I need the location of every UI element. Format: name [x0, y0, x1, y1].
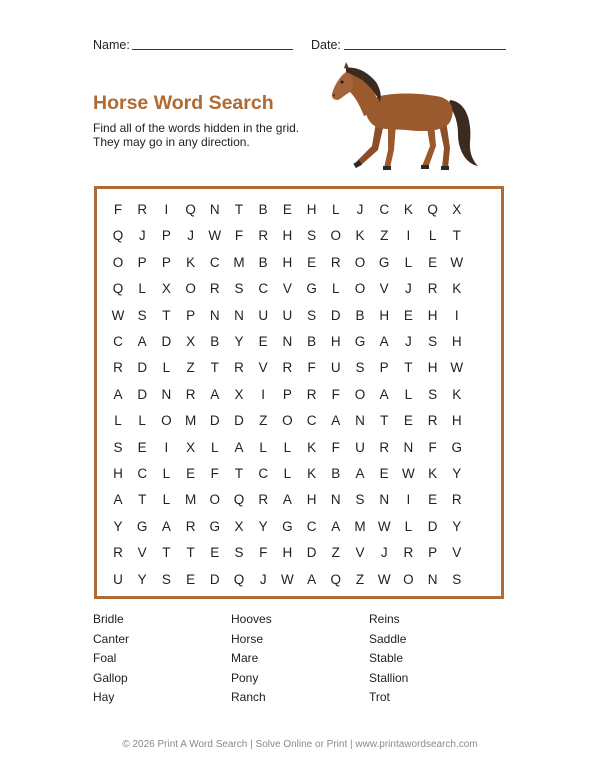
grid-letter[interactable]: E	[428, 254, 438, 270]
grid-letter[interactable]: R	[427, 413, 438, 429]
grid-letter[interactable]: M	[354, 518, 366, 534]
grid-letter[interactable]: I	[164, 439, 169, 455]
grid-letter[interactable]: D	[330, 307, 341, 323]
grid-letter[interactable]: Y	[234, 334, 244, 349]
grid-letter[interactable]: N	[427, 571, 438, 587]
grid-letter[interactable]: C	[306, 413, 317, 429]
grid-letter[interactable]: V	[355, 545, 365, 561]
word-list-item: Hooves	[231, 612, 272, 626]
grid-letter[interactable]: D	[306, 545, 317, 561]
grid-letter[interactable]: P	[186, 307, 196, 323]
grid-letter[interactable]: L	[114, 413, 122, 429]
grid-letter[interactable]: W	[208, 228, 222, 244]
grid-letter[interactable]: F	[234, 228, 244, 244]
grid-letter[interactable]: B	[258, 254, 268, 270]
grid-letter[interactable]: A	[161, 518, 171, 534]
grid-letter[interactable]: G	[282, 518, 293, 534]
word-list-item: Gallop	[93, 670, 128, 685]
grid-letter[interactable]: E	[258, 334, 268, 349]
grid-letter[interactable]: O	[282, 413, 293, 429]
grid-letter[interactable]: S	[355, 360, 365, 376]
grid-letter[interactable]: S	[428, 386, 438, 402]
grid-letter[interactable]: Z	[380, 228, 389, 244]
grid-letter[interactable]: V	[137, 545, 147, 561]
grid-letter[interactable]: A	[210, 386, 220, 402]
grid-letter[interactable]: Z	[259, 413, 268, 429]
grid-letter[interactable]: M	[184, 492, 197, 508]
grid-letter[interactable]: R	[185, 386, 196, 402]
grid-letter[interactable]: V	[452, 545, 462, 561]
grid-letter[interactable]: A	[113, 492, 123, 508]
grid-letter[interactable]: U	[330, 360, 341, 376]
word-list-item: Foal	[93, 651, 117, 665]
grid-letter[interactable]: H	[427, 360, 438, 376]
grid-letter[interactable]: K	[186, 254, 196, 270]
grid-letter[interactable]: E	[428, 492, 438, 508]
grid-letter[interactable]: Q	[112, 228, 124, 244]
grid-letter[interactable]: Q	[427, 202, 438, 217]
grid-letter[interactable]: J	[138, 228, 146, 244]
grid-letter[interactable]: T	[380, 413, 389, 429]
grid-letter[interactable]: W	[111, 307, 125, 323]
word-list-item: Saddle	[369, 631, 407, 646]
grid-letter[interactable]: L	[283, 466, 292, 481]
grid-letter[interactable]: Y	[113, 518, 123, 534]
grid-letter[interactable]: E	[137, 439, 147, 455]
grid-letter[interactable]: L	[259, 439, 267, 455]
word-list-item: Trot	[369, 690, 390, 704]
grid-letter[interactable]: Q	[112, 281, 124, 297]
word-list-item: Canter	[93, 631, 130, 646]
grid-letter[interactable]: L	[428, 228, 437, 244]
grid-letter[interactable]: C	[306, 518, 317, 534]
grid-letter[interactable]: J	[187, 228, 194, 244]
grid-letter[interactable]: R	[451, 492, 462, 508]
grid-letter[interactable]: A	[331, 518, 341, 534]
grid-letter[interactable]: X	[161, 281, 171, 297]
grid-letter[interactable]: Z	[355, 571, 365, 587]
word-list-item: Stable	[369, 651, 404, 665]
grid-letter[interactable]: P	[428, 545, 438, 561]
grid-letter[interactable]: F	[113, 202, 123, 217]
grid-letter[interactable]: B	[355, 307, 365, 323]
grid-letter[interactable]: L	[404, 254, 413, 270]
footer: © 2026 Print A Word Search | Solve Online or Print | www.printawordsearch.com	[122, 739, 478, 750]
grid-letter[interactable]: I	[261, 386, 266, 402]
grid-letter[interactable]: S	[307, 307, 317, 323]
grid-letter[interactable]: N	[330, 492, 341, 508]
grid-letter[interactable]: S	[113, 439, 123, 455]
grid-letter[interactable]: D	[209, 413, 220, 429]
grid-letter[interactable]: T	[234, 202, 244, 217]
grid-letter[interactable]: I	[406, 228, 411, 244]
grid-letter[interactable]: C	[137, 466, 148, 481]
grid-letter[interactable]: G	[209, 518, 221, 534]
grid-letter[interactable]: S	[428, 334, 438, 349]
grid-letter[interactable]: R	[113, 360, 123, 376]
word-list-item: Pony	[231, 670, 259, 685]
grid-letter[interactable]: W	[281, 571, 294, 587]
grid-letter[interactable]: H	[282, 254, 293, 270]
grid-letter[interactable]: P	[161, 254, 171, 270]
grid-letter[interactable]: G	[306, 281, 317, 297]
grid-letter[interactable]: R	[427, 281, 438, 297]
grid-letter[interactable]: T	[210, 360, 219, 376]
instruction-line-1: Find all of the words hidden in the grid.	[93, 121, 300, 135]
grid-letter[interactable]: P	[137, 254, 147, 270]
date-label: Date:	[311, 38, 341, 52]
grid-letter[interactable]: U	[258, 307, 269, 323]
date-line[interactable]	[344, 49, 506, 50]
grid-letter[interactable]: C	[379, 202, 390, 217]
grid-letter[interactable]: A	[331, 413, 341, 429]
grid-letter[interactable]: S	[234, 281, 244, 297]
grid-letter[interactable]: L	[138, 281, 146, 297]
grid-letter[interactable]: S	[355, 492, 365, 508]
grid-letter[interactable]: L	[404, 386, 413, 402]
grid-letter[interactable]: B	[210, 334, 220, 349]
grid-letter[interactable]: J	[405, 334, 412, 349]
grid-letter[interactable]: N	[379, 492, 390, 508]
grid-letter[interactable]: R	[306, 386, 317, 402]
grid-letter[interactable]: A	[355, 466, 365, 481]
grid-letter[interactable]: H	[451, 334, 462, 349]
grid-letter[interactable]: N	[209, 202, 220, 217]
grid-letter[interactable]: H	[330, 334, 341, 349]
word-grid	[94, 186, 504, 599]
grid-letter[interactable]: T	[162, 307, 171, 323]
grid-letter[interactable]: I	[406, 492, 411, 508]
grid-letter[interactable]: O	[185, 281, 196, 297]
grid-letter[interactable]: Q	[233, 492, 245, 508]
grid-letter[interactable]: V	[282, 281, 292, 297]
grid-letter[interactable]: E	[282, 202, 292, 217]
grid-letter[interactable]: H	[113, 466, 123, 481]
grid-letter[interactable]: H	[379, 307, 390, 323]
grid-letter[interactable]: T	[186, 545, 195, 561]
grid-letter[interactable]: K	[355, 228, 365, 244]
grid-letter[interactable]: O	[112, 254, 124, 270]
grid-letter[interactable]: A	[137, 334, 147, 349]
grid-letter[interactable]: L	[162, 360, 171, 376]
grid-letter[interactable]: N	[355, 413, 365, 429]
grid-letter[interactable]: E	[403, 413, 413, 429]
grid-letter[interactable]: L	[162, 466, 171, 481]
grid-letter[interactable]: R	[209, 281, 220, 297]
grid-letter[interactable]: J	[356, 202, 364, 217]
word-list-item: Bridle	[93, 612, 124, 626]
grid-letter[interactable]: M	[233, 254, 245, 270]
grid-letter[interactable]: K	[307, 439, 317, 455]
grid-letter[interactable]: E	[379, 466, 389, 481]
grid-letter[interactable]: D	[161, 334, 172, 349]
grid-letter[interactable]: R	[113, 545, 123, 561]
grid-letter[interactable]: P	[282, 386, 292, 402]
grid-letter[interactable]: H	[451, 413, 462, 429]
grid-letter[interactable]: U	[355, 439, 365, 455]
grid-letter[interactable]: K	[428, 466, 438, 481]
grid-letter[interactable]: L	[138, 413, 146, 429]
grid-letter[interactable]: N	[161, 386, 172, 402]
grid-letter[interactable]: G	[136, 518, 148, 534]
grid-letter[interactable]: C	[258, 466, 269, 481]
grid-letter[interactable]: B	[258, 202, 268, 217]
grid-letter[interactable]: O	[330, 228, 342, 244]
grid-letter[interactable]: C	[209, 254, 220, 270]
grid-letter[interactable]: X	[452, 202, 462, 217]
grid-letter[interactable]: X	[186, 334, 196, 349]
grid-letter[interactable]: L	[283, 439, 292, 455]
grid-letter[interactable]: P	[379, 360, 389, 376]
grid-letter[interactable]: H	[427, 307, 438, 323]
grid-letter[interactable]: L	[162, 492, 171, 508]
grid-letter[interactable]: F	[259, 545, 268, 561]
grid-letter[interactable]: R	[403, 545, 414, 561]
grid-letter[interactable]: T	[138, 492, 147, 508]
grid-letter[interactable]: N	[282, 334, 293, 349]
grid-letter[interactable]: E	[210, 545, 220, 561]
grid-letter[interactable]: C	[113, 334, 123, 349]
grid-letter[interactable]: O	[209, 492, 221, 508]
grid-letter[interactable]: L	[332, 281, 340, 297]
grid-letter[interactable]: R	[234, 360, 244, 376]
grid-letter[interactable]: E	[186, 571, 196, 587]
grid-letter[interactable]: L	[332, 202, 340, 217]
name-label: Name:	[93, 38, 130, 52]
grid-letter[interactable]: B	[307, 334, 317, 349]
grid-letter[interactable]: A	[379, 386, 389, 402]
name-line[interactable]	[132, 49, 293, 50]
grid-letter[interactable]: G	[354, 334, 366, 349]
grid-letter[interactable]: W	[402, 466, 415, 481]
grid-letter[interactable]: E	[403, 307, 413, 323]
grid-letter[interactable]: J	[380, 545, 388, 561]
grid-letter[interactable]: F	[331, 439, 340, 455]
grid-letter[interactable]: S	[307, 228, 317, 244]
grid-letter[interactable]: H	[282, 228, 293, 244]
grid-letter[interactable]: Q	[330, 571, 342, 587]
grid-letter[interactable]: R	[258, 492, 269, 508]
grid-letter[interactable]: R	[258, 228, 269, 244]
grid-letter[interactable]: U	[282, 307, 293, 323]
grid-letter[interactable]: D	[427, 518, 438, 534]
grid-letter[interactable]: Q	[185, 202, 196, 217]
grid-letter[interactable]: O	[403, 571, 414, 587]
grid-letter[interactable]: Y	[452, 518, 462, 534]
grid-letter[interactable]: F	[307, 360, 316, 376]
grid-letter[interactable]: O	[354, 386, 366, 402]
grid-letter[interactable]: V	[379, 281, 389, 297]
grid-letter[interactable]: L	[211, 439, 219, 455]
word-list-item: Reins	[369, 612, 400, 626]
grid-letter[interactable]: J	[405, 281, 412, 297]
grid-letter[interactable]: T	[162, 545, 171, 561]
word-list-item: Mare	[231, 651, 259, 665]
grid-letter[interactable]: K	[452, 281, 462, 297]
grid-letter[interactable]: D	[234, 413, 244, 429]
grid-letter[interactable]: G	[378, 254, 390, 270]
grid-letter[interactable]: R	[282, 360, 293, 376]
grid-letter[interactable]: M	[184, 413, 197, 429]
grid-letter[interactable]: W	[450, 254, 464, 270]
grid-letter[interactable]: N	[209, 307, 220, 323]
word-list-item: Horse	[231, 631, 264, 646]
grid-letter[interactable]: E	[307, 254, 317, 270]
grid-letter[interactable]: X	[186, 439, 196, 455]
grid-letter[interactable]: X	[234, 386, 244, 402]
grid-letter[interactable]: S	[234, 545, 244, 561]
grid-letter[interactable]: H	[306, 202, 317, 217]
grid-letter[interactable]: K	[307, 466, 317, 481]
grid-letter[interactable]: X	[234, 518, 244, 534]
grid-letter[interactable]: A	[379, 334, 389, 349]
grid-letter[interactable]: R	[137, 202, 148, 217]
word-list	[93, 612, 513, 712]
grid-letter[interactable]: Z	[331, 545, 340, 561]
instruction-line-2: They may go in any direction.	[93, 135, 250, 149]
horse-icon	[326, 62, 490, 176]
grid-letter[interactable]: Y	[137, 571, 147, 587]
grid-letter[interactable]: Z	[186, 360, 195, 376]
grid-letter[interactable]: J	[259, 571, 267, 587]
grid-letter[interactable]: D	[137, 386, 148, 402]
grid-letter[interactable]: I	[454, 307, 459, 323]
grid-letter[interactable]: S	[452, 571, 462, 587]
grid-letter[interactable]: D	[137, 360, 148, 376]
word-list-item: Ranch	[231, 690, 266, 704]
grid-letter[interactable]: O	[354, 281, 366, 297]
grid-letter[interactable]: K	[403, 202, 413, 217]
grid-letter[interactable]: S	[137, 307, 147, 323]
grid-letter[interactable]: Q	[233, 571, 245, 587]
grid-letter[interactable]: T	[234, 466, 244, 481]
grid-letter[interactable]: U	[113, 571, 123, 587]
grid-letter[interactable]: O	[161, 413, 172, 429]
grid-letter[interactable]: S	[161, 571, 171, 587]
grid-letter[interactable]: F	[210, 466, 219, 481]
page-title: Horse Word Search	[93, 92, 274, 114]
grid-letter[interactable]: N	[403, 439, 414, 455]
grid-letter[interactable]: E	[186, 466, 196, 481]
grid-letter[interactable]: Y	[452, 466, 462, 481]
grid-letter[interactable]: A	[307, 571, 317, 587]
grid-letter[interactable]: W	[450, 360, 464, 376]
grid-letter[interactable]: W	[377, 571, 391, 587]
grid-letter[interactable]: F	[331, 386, 340, 402]
grid-letter[interactable]: R	[379, 439, 390, 455]
grid-letter[interactable]: T	[404, 360, 413, 376]
grid-letter[interactable]: R	[330, 254, 341, 270]
grid-letter[interactable]: L	[404, 518, 413, 534]
grid-letter[interactable]: A	[282, 492, 292, 508]
grid-letter[interactable]: P	[161, 228, 171, 244]
word-list-item: Stallion	[369, 670, 409, 685]
grid-letter[interactable]: K	[452, 386, 462, 402]
grid-letter[interactable]: N	[234, 307, 244, 323]
grid-letter[interactable]: A	[234, 439, 244, 455]
grid-letter[interactable]: F	[428, 439, 437, 455]
grid-letter[interactable]: O	[354, 254, 366, 270]
grid-letter[interactable]: C	[258, 281, 269, 297]
grid-letter[interactable]: V	[258, 360, 268, 376]
word-list-item: Hay	[93, 690, 115, 704]
grid-letter[interactable]: R	[185, 518, 196, 534]
grid-letter[interactable]: H	[282, 545, 293, 561]
grid-letter[interactable]: W	[377, 518, 391, 534]
grid-letter[interactable]: T	[452, 228, 461, 244]
grid-letter[interactable]: D	[209, 571, 220, 587]
grid-letter[interactable]: G	[451, 439, 463, 455]
grid-letter[interactable]: H	[306, 492, 317, 508]
grid-letter[interactable]: I	[164, 202, 169, 217]
grid-letter[interactable]: Y	[258, 518, 268, 534]
grid-letter[interactable]: B	[331, 466, 341, 481]
grid-letter[interactable]: A	[113, 386, 123, 402]
